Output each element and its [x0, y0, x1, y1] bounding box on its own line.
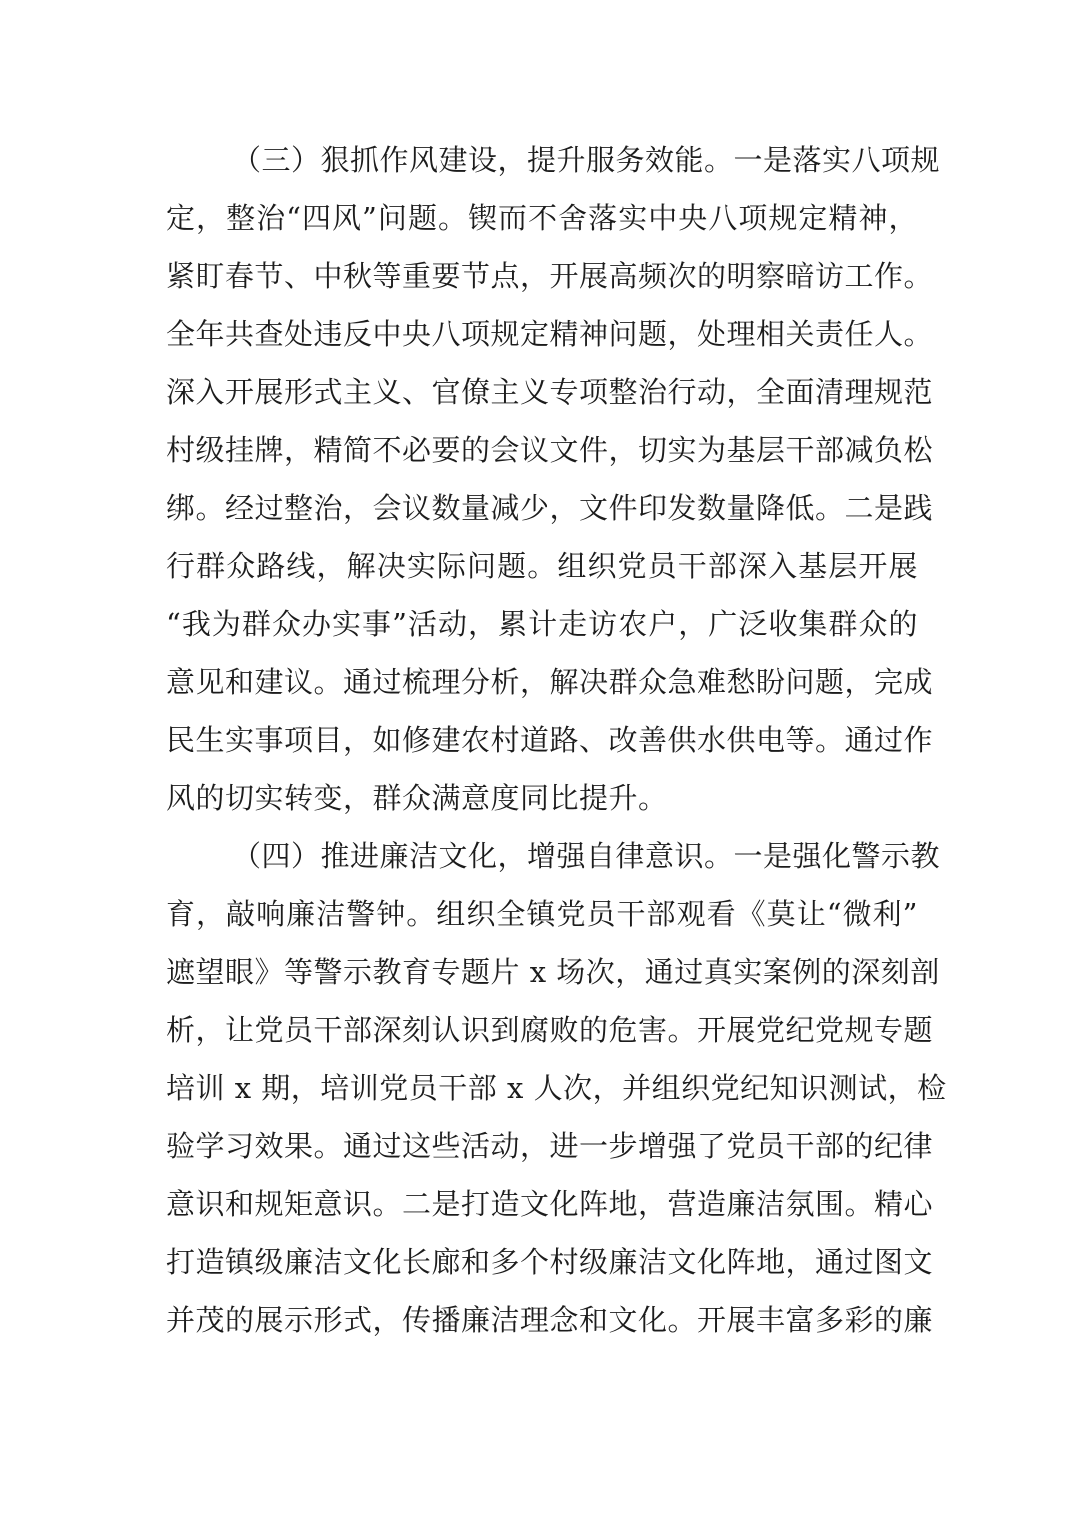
- paragraph-line: 培训 x 期，培训党员干部 x 人次，并组织党纪知识测试，检: [166, 1071, 947, 1105]
- paragraph-line: 全年共查处违反中央八项规定精神问题，处理相关责任人。: [166, 317, 934, 351]
- paragraph-line: （三）狠抓作风建设，提升服务效能。一是落实八项规: [232, 143, 941, 177]
- paragraph-line: 民生实事项目，如修建农村道路、改善供水供电等。通过作: [166, 723, 934, 757]
- paragraph-line: 风的切实转变，群众满意度同比提升。: [166, 781, 668, 815]
- paragraph-line: 遮望眼》等警示教育专题片 x 场次，通过真实案例的深刻剖: [166, 955, 940, 989]
- paragraph-line: 育，敲响廉洁警钟。组织全镇党员干部观看《莫让“微利”: [166, 897, 918, 931]
- paragraph-line: 析，让党员干部深刻认识到腐败的危害。开展党纪党规专题: [166, 1013, 934, 1047]
- paragraph-line: 村级挂牌，精简不必要的会议文件，切实为基层干部减负松: [166, 433, 934, 467]
- paragraph-line: 行群众路线，解决实际问题。组织党员干部深入基层开展: [166, 549, 918, 583]
- paragraph-line: 意识和规矩意识。二是打造文化阵地，营造廉洁氛围。精心: [166, 1187, 934, 1221]
- paragraph-line: 并茂的展示形式，传播廉洁理念和文化。开展丰富多彩的廉: [166, 1303, 934, 1337]
- paragraph-line: 打造镇级廉洁文化长廊和多个村级廉洁文化阵地，通过图文: [166, 1245, 934, 1279]
- paragraph-line: 意见和建议。通过梳理分析，解决群众急难愁盼问题，完成: [166, 665, 934, 699]
- paragraph-line: 深入开展形式主义、官僚主义专项整治行动，全面清理规范: [166, 375, 934, 409]
- paragraph-line: （四）推进廉洁文化，增强自律意识。一是强化警示教: [232, 839, 941, 873]
- paragraph-section-3: [166, 131, 941, 827]
- paragraph-line: 绑。经过整治，会议数量减少，文件印发数量降低。二是践: [166, 491, 934, 525]
- paragraph-line: “我为群众办实事”活动，累计走访农户，广泛收集群众的: [166, 607, 918, 641]
- paragraph-line: 验学习效果。通过这些活动，进一步增强了党员干部的纪律: [166, 1129, 934, 1163]
- paragraph-section-4: [166, 827, 947, 1349]
- paragraph-line: 定，整治“四风”问题。锲而不舍落实中央八项规定精神，: [166, 201, 918, 235]
- paragraph-line: 紧盯春节、中秋等重要节点，开展高频次的明察暗访工作。: [166, 259, 934, 293]
